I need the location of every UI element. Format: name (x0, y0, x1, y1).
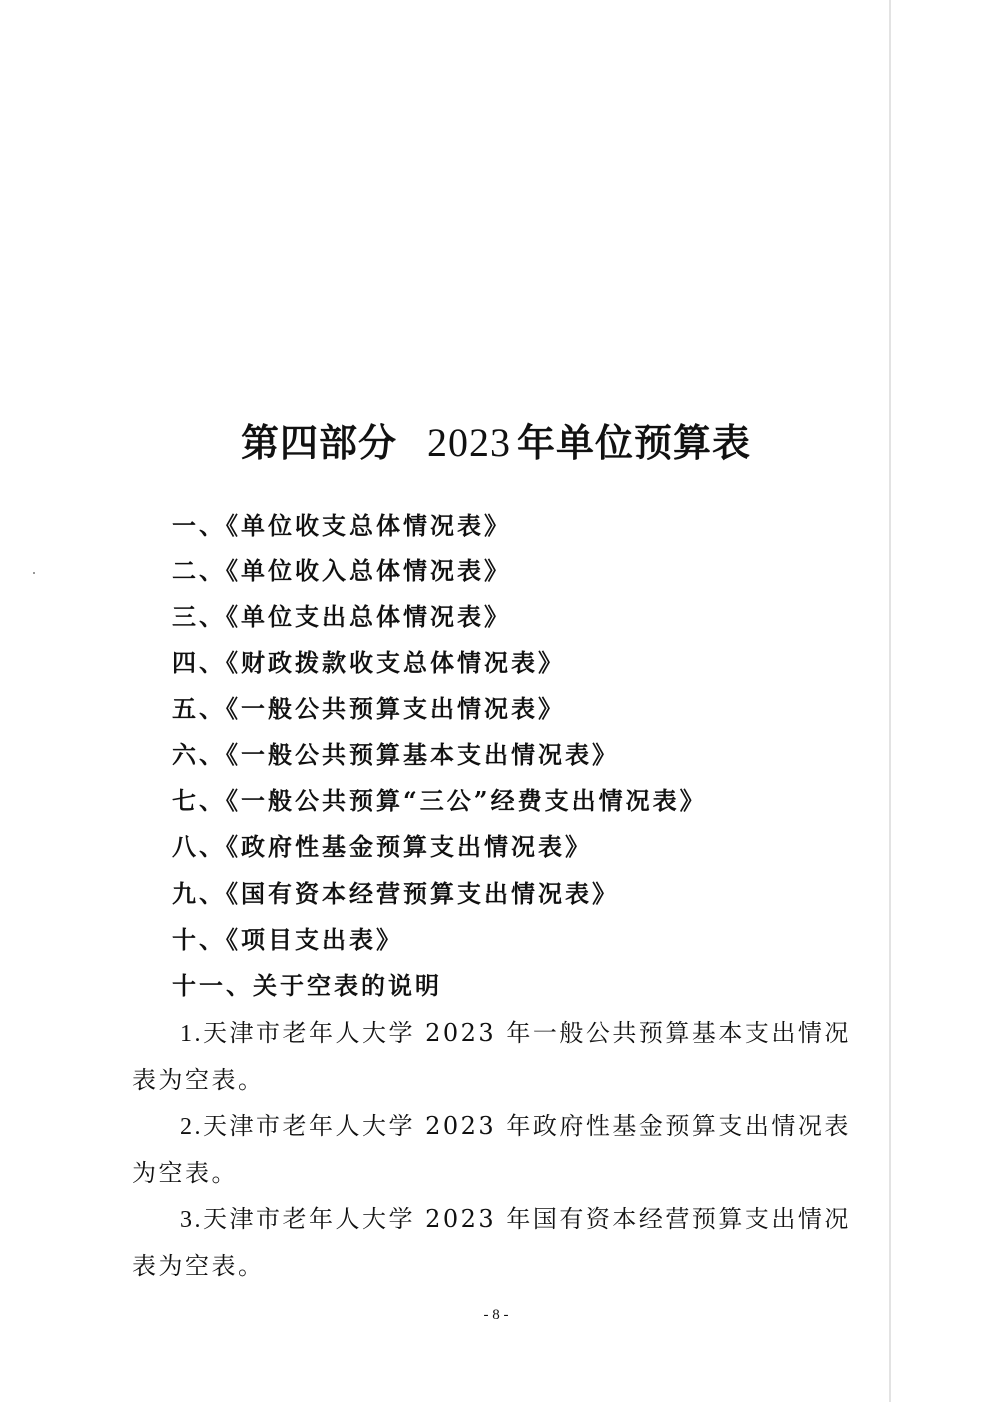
toc-item-1 (172, 506, 511, 541)
toc-item-3 (172, 597, 511, 632)
toc-item-label: 《政府性基金预算支出情况表》 (226, 832, 592, 861)
toc-item-6 (172, 735, 619, 770)
toc-item-label: 《单位收支总体情况表》 (226, 511, 511, 540)
scan-edge-line (889, 0, 891, 1402)
note-number: 3. (180, 1207, 203, 1233)
toc-item-label: 《一般公共预算“三公”经费支出情况表》 (226, 786, 707, 815)
toc-item-label: 《一般公共预算基本支出情况表》 (226, 740, 619, 769)
toc-item-8 (172, 827, 592, 862)
toc-item-number: 二、 (172, 556, 226, 585)
toc-item-label: 《国有资本经营预算支出情况表》 (226, 879, 619, 908)
empty-table-note-2 (132, 1103, 860, 1196)
toc-item-label: 《单位收入总体情况表》 (226, 556, 511, 585)
toc-item-number: 三、 (172, 602, 226, 631)
toc-item-number: 九、 (172, 879, 226, 908)
toc-item-number: 五、 (172, 694, 226, 723)
toc-item-number: 十、 (172, 925, 226, 954)
toc-item-7 (172, 781, 707, 816)
toc-item-label: 《一般公共预算支出情况表》 (226, 694, 565, 723)
toc-item-4 (172, 643, 565, 678)
toc-item-label: 《财政拨款收支总体情况表》 (226, 648, 565, 677)
toc-item-9 (172, 874, 619, 909)
note-text: 天津市老年人大学 2023 年国有资本经营预算支出情况表为空表。 (132, 1205, 851, 1280)
toc-item-label: 《项目支出表》 (226, 925, 403, 954)
toc-item-number: 十一、 (172, 971, 253, 1000)
note-number: 1. (180, 1021, 203, 1047)
toc-item-label: 《单位支出总体情况表》 (226, 602, 511, 631)
toc-item-number: 六、 (172, 740, 226, 769)
note-text: 天津市老年人大学 2023 年一般公共预算基本支出情况表为空表。 (132, 1019, 851, 1094)
page-title (0, 412, 992, 467)
toc-item-number: 七、 (172, 786, 226, 815)
toc-item-number: 八、 (172, 832, 226, 861)
toc-item-10 (172, 920, 403, 955)
empty-table-note-3 (132, 1196, 860, 1289)
title-suffix: 年单位预算表 (517, 421, 752, 465)
title-prefix: 第四部分 (240, 421, 397, 465)
title-year: 2023 (427, 420, 511, 465)
scan-speck (33, 572, 35, 574)
toc-item-11 (172, 966, 442, 1001)
toc-item-label: 关于空表的说明 (253, 971, 442, 1000)
toc-item-2 (172, 551, 511, 586)
toc-item-number: 一、 (172, 511, 226, 540)
toc-item-5 (172, 689, 565, 724)
empty-table-note-1 (132, 1010, 860, 1103)
page-number: - 8 - (483, 1307, 509, 1323)
note-number: 2. (180, 1114, 203, 1140)
toc-item-number: 四、 (172, 648, 226, 677)
note-text: 天津市老年人大学 2023 年政府性基金预算支出情况表为空表。 (132, 1112, 851, 1187)
